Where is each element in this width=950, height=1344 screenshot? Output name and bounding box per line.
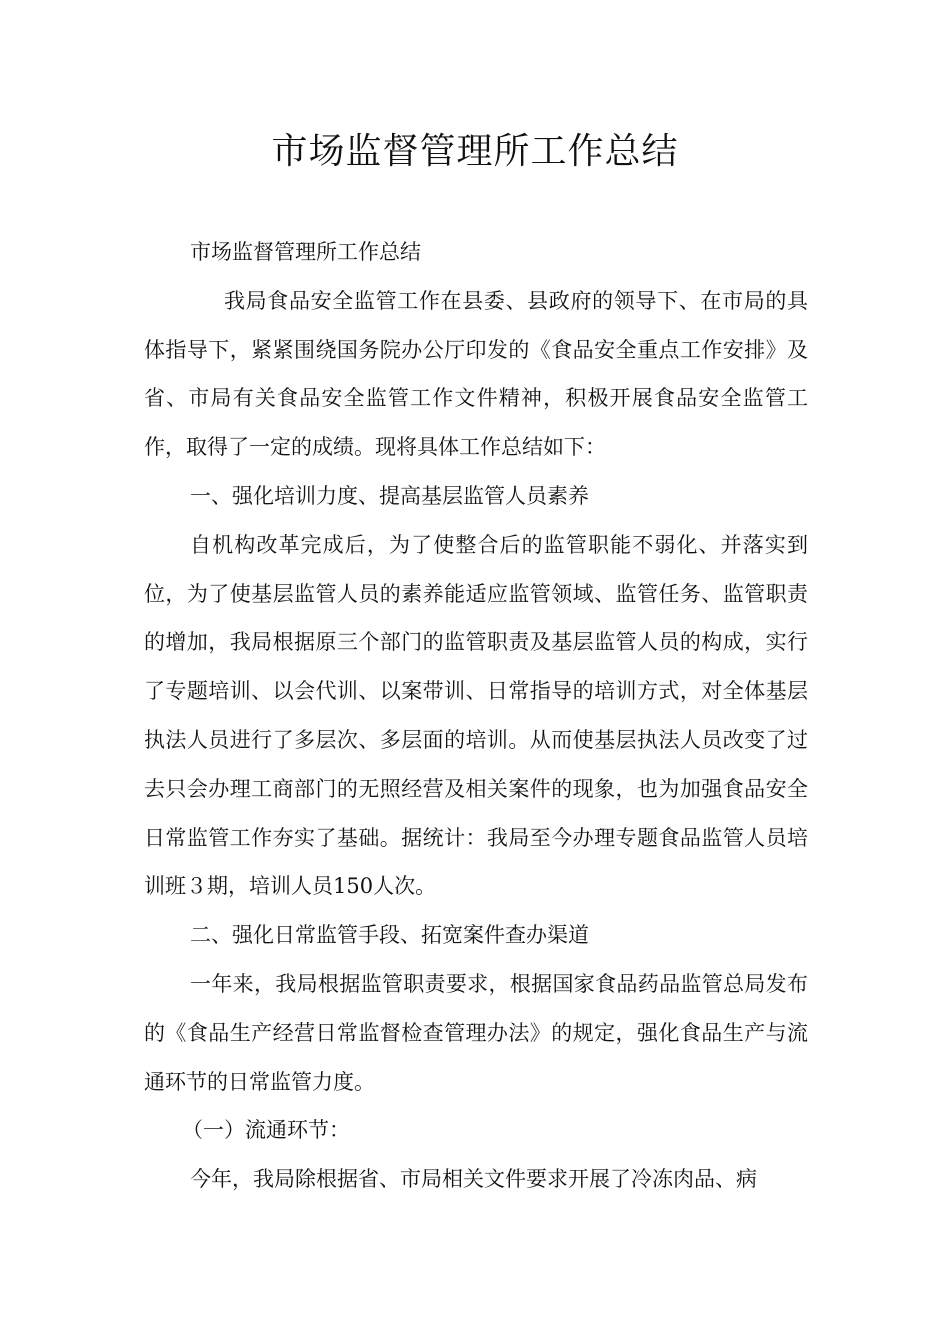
document-title: 市场监督管理所工作总结 (271, 131, 679, 172)
section-2-paragraph: 一年来，我局根据监管职责要求，根据国家食品药品监管总局发布的《食品生产经营日常监督检查管理办法》的规定，强化食品生产与流通环节的日常监管力度。 (144, 971, 808, 1094)
section-heading-1: 一、强化培训力度、提高基层监管人员素养 (190, 483, 589, 508)
subsection-heading-2-1: （一）流通环节： (182, 1118, 350, 1143)
subsection-2-1-paragraph: 今年，我局除根据省、市局相关文件要求开展了冷冻肉品、病 (190, 1167, 757, 1192)
section-1-paragraph: 自机构改革完成后，为了使整合后的监管职能不弱化、并落实到位，为了使基层监管人员的素养能适应监管领域、监管任务、监管职责的增加，我局根据原三个部门的监管职责及基层监管人员的构成，实行了专题培训、以会代训、以案带训、日常指导的培训方式，对全体基层执法人员进行了多层次、多层面的培训。从而使基层执法人员改变了过去只会办理工商部门的无照经营及相关案件的现象，也为加强食品安全日常监管工作夯实了基础。据统计：我局至今办理专题食品监管人员培训班３期，培训人员150人次。 (144, 532, 808, 899)
document-subtitle: 市场监督管理所工作总结 (190, 240, 421, 264)
section-heading-2: 二、强化日常监管手段、拓宽案件查办渠道 (190, 923, 589, 948)
intro-paragraph: 我局食品安全监管工作在县委、县政府的领导下、在市局的具体指导下，紧紧围绕国务院办公厅印发的《食品安全重点工作安排》及省、市局有关食品安全监管工作文件精神，积极开展食品安全监管工作，取得了一定的成绩。现将具体工作总结如下： (144, 288, 808, 460)
document-body (144, 228, 808, 1204)
